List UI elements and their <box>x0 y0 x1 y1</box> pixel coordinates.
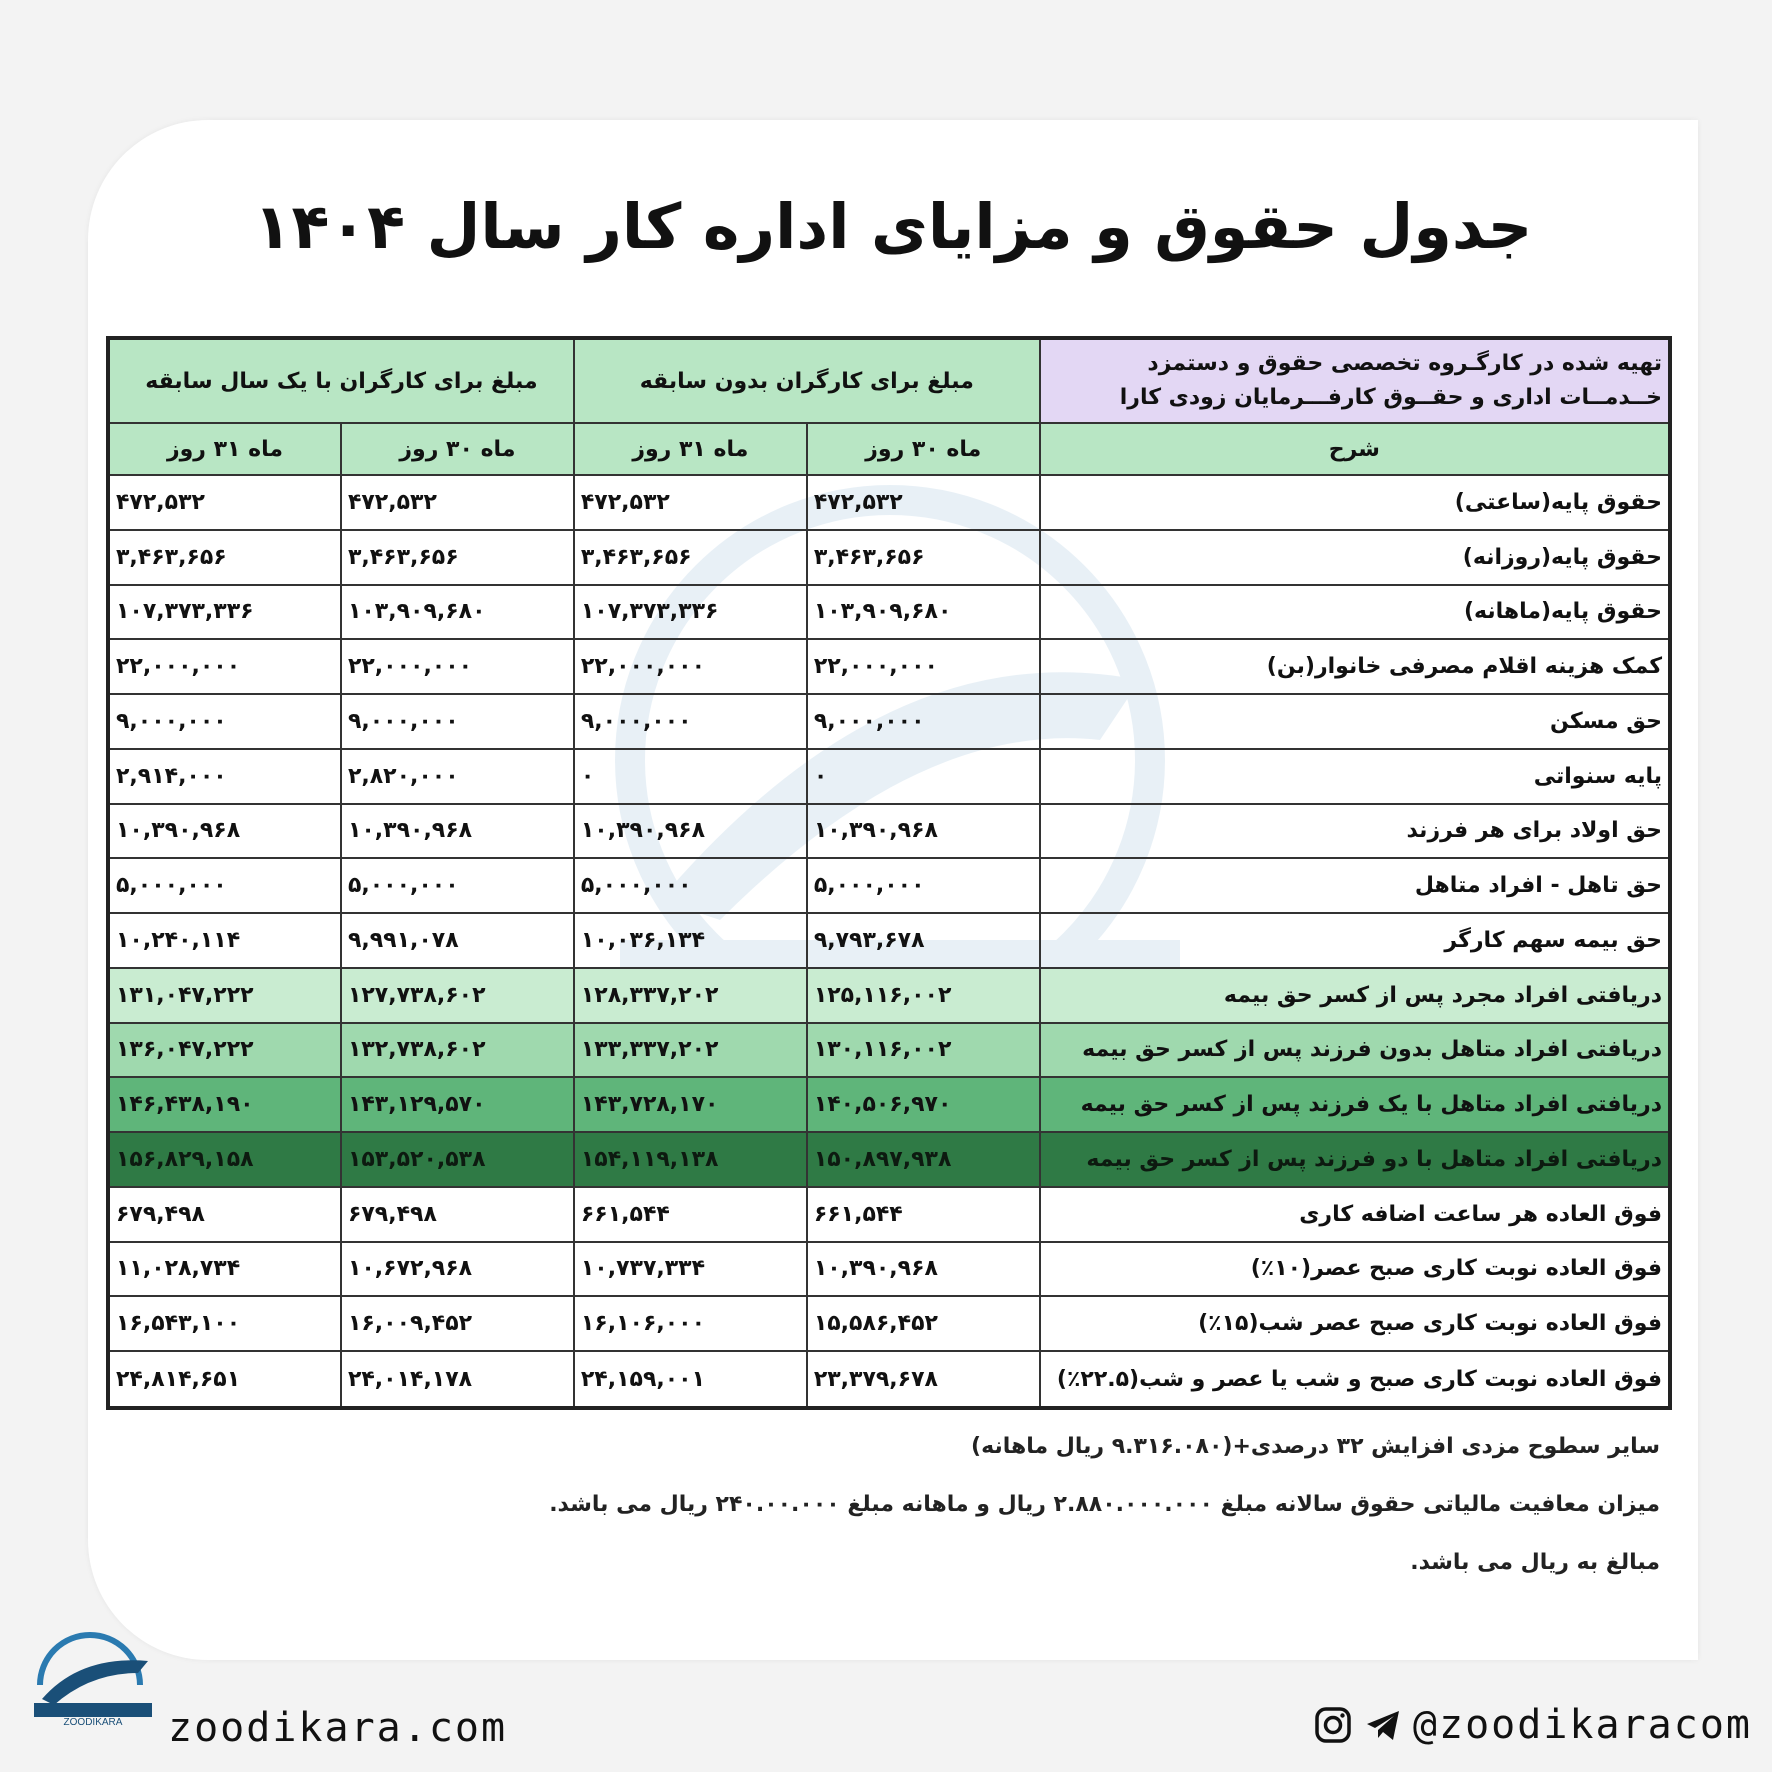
table-row <box>108 1023 1670 1078</box>
table-subheader-row <box>108 423 1670 475</box>
cell-no-exp-31-days: ۱۰,۷۳۷,۳۳۴ <box>574 1242 807 1297</box>
table-row <box>108 694 1670 749</box>
group-header-one-year: مبلغ برای کارگران با یک سال سابقه <box>108 338 574 423</box>
cell-one-year-30-days: ۱۲۷,۷۳۸,۶۰۲ <box>341 968 574 1023</box>
cell-no-exp-30-days: ۱۰,۳۹۰,۹۶۸ <box>807 1242 1040 1297</box>
column-header-a-30-days: ماه ۳۰ روز <box>807 423 1040 475</box>
table-row <box>108 1296 1670 1351</box>
column-header-a-31-days: ماه ۳۱ روز <box>574 423 807 475</box>
cell-one-year-30-days: ۲,۸۲۰,۰۰۰ <box>341 749 574 804</box>
group-header-no-experience: مبلغ برای کارگران بدون سابقه <box>574 338 1040 423</box>
cell-one-year-30-days: ۱۰,۳۹۰,۹۶۸ <box>341 804 574 859</box>
cell-one-year-31-days: ۱۵۶,۸۲۹,۱۵۸ <box>108 1132 341 1187</box>
row-label: دریافتی افراد متاهل با دو فرزند پس از کسر حق بیمه <box>1040 1132 1670 1187</box>
cell-no-exp-30-days: ۳,۴۶۳,۶۵۶ <box>807 530 1040 585</box>
table-row <box>108 1077 1670 1132</box>
row-label: فوق العاده نوبت کاری صبح عصر شب(۱۵٪) <box>1040 1296 1670 1351</box>
row-label: فوق العاده نوبت کاری صبح و شب یا عصر و شب(۲۲.۵٪) <box>1040 1351 1670 1408</box>
cell-no-exp-31-days: ۱۰,۰۳۶,۱۳۴ <box>574 913 807 968</box>
table-row <box>108 913 1670 968</box>
row-label: حقوق پایه(روزانه) <box>1040 530 1670 585</box>
cell-no-exp-30-days: ۶۶۱,۵۴۴ <box>807 1187 1040 1242</box>
cell-no-exp-30-days: ۱۰۳,۹۰۹,۶۸۰ <box>807 585 1040 640</box>
table-row <box>108 585 1670 640</box>
row-label: حق اولاد برای هر فرزند <box>1040 804 1670 859</box>
footer-social <box>1313 1700 1752 1750</box>
row-label: حقوق پایه(ساعتی) <box>1040 475 1670 530</box>
zoodikara-logo <box>20 1615 160 1727</box>
cell-no-exp-31-days: ۹,۰۰۰,۰۰۰ <box>574 694 807 749</box>
cell-no-exp-31-days: ۲۴,۱۵۹,۰۰۱ <box>574 1351 807 1408</box>
cell-no-exp-30-days: ۱۳۰,۱۱۶,۰۰۲ <box>807 1023 1040 1078</box>
cell-no-exp-31-days: ۱۳۳,۳۳۷,۲۰۲ <box>574 1023 807 1078</box>
cell-one-year-31-days: ۶۷۹,۴۹۸ <box>108 1187 341 1242</box>
cell-one-year-30-days: ۹,۹۹۱,۰۷۸ <box>341 913 574 968</box>
cell-no-exp-30-days: ۱۰,۳۹۰,۹۶۸ <box>807 804 1040 859</box>
cell-one-year-30-days: ۲۴,۰۱۴,۱۷۸ <box>341 1351 574 1408</box>
cell-one-year-31-days: ۲۴,۸۱۴,۶۵۱ <box>108 1351 341 1408</box>
cell-one-year-31-days: ۱۰۷,۳۷۳,۳۳۶ <box>108 585 341 640</box>
table-row <box>108 968 1670 1023</box>
cell-one-year-31-days: ۳,۴۶۳,۶۵۶ <box>108 530 341 585</box>
row-label: دریافتی افراد متاهل بدون فرزند پس از کسر حق بیمه <box>1040 1023 1670 1078</box>
column-header-b-31-days: ماه ۳۱ روز <box>108 423 341 475</box>
cell-no-exp-31-days: ۲۲,۰۰۰,۰۰۰ <box>574 639 807 694</box>
cell-one-year-30-days: ۵,۰۰۰,۰۰۰ <box>341 858 574 913</box>
table-row <box>108 1351 1670 1408</box>
cell-no-exp-31-days: ۱۰۷,۳۷۳,۳۳۶ <box>574 585 807 640</box>
source-line-1: تهیه شده در کارگـروه تخصصی حقوق و دستمزد <box>1147 351 1662 376</box>
table-row <box>108 1187 1670 1242</box>
cell-one-year-31-days: ۹,۰۰۰,۰۰۰ <box>108 694 341 749</box>
cell-one-year-31-days: ۵,۰۰۰,۰۰۰ <box>108 858 341 913</box>
table-row <box>108 1242 1670 1297</box>
cell-no-exp-31-days: ۱۶,۱۰۶,۰۰۰ <box>574 1296 807 1351</box>
cell-one-year-30-days: ۱۴۳,۱۲۹,۵۷۰ <box>341 1077 574 1132</box>
cell-one-year-30-days: ۱۰۳,۹۰۹,۶۸۰ <box>341 585 574 640</box>
table-row <box>108 530 1670 585</box>
row-label: حقوق پایه(ماهانه) <box>1040 585 1670 640</box>
table-row <box>108 804 1670 859</box>
cell-one-year-30-days: ۹,۰۰۰,۰۰۰ <box>341 694 574 749</box>
cell-no-exp-31-days: ۱۴۳,۷۲۸,۱۷۰ <box>574 1077 807 1132</box>
logo-subtext: ZOODIKARA <box>63 1717 123 1727</box>
row-label: دریافتی افراد متاهل با یک فرزند پس از کسر حق بیمه <box>1040 1077 1670 1132</box>
notes <box>100 1418 1660 1592</box>
cell-no-exp-31-days: ۶۶۱,۵۴۴ <box>574 1187 807 1242</box>
table-row <box>108 639 1670 694</box>
cell-one-year-31-days: ۱۰,۲۴۰,۱۱۴ <box>108 913 341 968</box>
cell-no-exp-30-days: ۲۳,۳۷۹,۶۷۸ <box>807 1351 1040 1408</box>
cell-one-year-30-days: ۳,۴۶۳,۶۵۶ <box>341 530 574 585</box>
cell-no-exp-31-days: ۱۲۸,۳۳۷,۲۰۲ <box>574 968 807 1023</box>
source-line-2: خــدمــات اداری و حقــوق کارفـــرمایان زودی کارا <box>1119 385 1662 410</box>
cell-one-year-30-days: ۱۰,۶۷۲,۹۶۸ <box>341 1242 574 1297</box>
cell-no-exp-31-days: ۱۰,۳۹۰,۹۶۸ <box>574 804 807 859</box>
row-label: فوق العاده نوبت کاری صبح عصر(۱۰٪) <box>1040 1242 1670 1297</box>
cell-one-year-31-days: ۱۳۶,۰۴۷,۲۲۲ <box>108 1023 341 1078</box>
cell-one-year-31-days: ۱۰,۳۹۰,۹۶۸ <box>108 804 341 859</box>
cell-no-exp-30-days: ۲۲,۰۰۰,۰۰۰ <box>807 639 1040 694</box>
note-tax-exemption: میزان معافیت مالیاتی حقوق سالانه مبلغ ۲.۸۸۰.۰۰۰.۰۰۰ ریال و ماهانه مبلغ ۲۴۰.۰۰.۰۰۰ ریال می باشد. <box>549 1492 1660 1517</box>
cell-no-exp-31-days: ۱۵۴,۱۱۹,۱۳۸ <box>574 1132 807 1187</box>
salary-table <box>106 336 1672 1410</box>
row-label: دریافتی افراد مجرد پس از کسر حق بیمه <box>1040 968 1670 1023</box>
cell-no-exp-30-days: ۹,۷۹۳,۶۷۸ <box>807 913 1040 968</box>
row-label: فوق العاده هر ساعت اضافه کاری <box>1040 1187 1670 1242</box>
row-label: حق مسکن <box>1040 694 1670 749</box>
table-source-header <box>1040 338 1670 423</box>
column-header-b-30-days: ماه ۳۰ روز <box>341 423 574 475</box>
cell-no-exp-30-days: ۵,۰۰۰,۰۰۰ <box>807 858 1040 913</box>
cell-one-year-31-days: ۱۶,۵۴۳,۱۰۰ <box>108 1296 341 1351</box>
cell-no-exp-30-days: ۱۵۰,۸۹۷,۹۳۸ <box>807 1132 1040 1187</box>
cell-no-exp-31-days: ۰ <box>574 749 807 804</box>
column-header-description: شرح <box>1040 423 1670 475</box>
table-row <box>108 1132 1670 1187</box>
instagram-icon[interactable] <box>1313 1705 1353 1745</box>
cell-one-year-30-days: ۶۷۹,۴۹۸ <box>341 1187 574 1242</box>
website-link[interactable]: zoodikara.com <box>168 1705 508 1751</box>
note-currency: مبالغ به ریال می باشد. <box>1410 1550 1660 1575</box>
table-row <box>108 475 1670 530</box>
cell-one-year-31-days: ۲,۹۱۴,۰۰۰ <box>108 749 341 804</box>
cell-no-exp-31-days: ۵,۰۰۰,۰۰۰ <box>574 858 807 913</box>
table-header-row <box>108 338 1670 423</box>
cell-no-exp-30-days: ۱۵,۵۸۶,۴۵۲ <box>807 1296 1040 1351</box>
cell-one-year-30-days: ۱۳۲,۷۳۸,۶۰۲ <box>341 1023 574 1078</box>
table-row <box>108 858 1670 913</box>
footer-brand <box>20 1615 540 1755</box>
cell-one-year-31-days: ۴۷۲,۵۳۲ <box>108 475 341 530</box>
cell-no-exp-30-days: ۱۲۵,۱۱۶,۰۰۲ <box>807 968 1040 1023</box>
row-label: پایه سنواتی <box>1040 749 1670 804</box>
cell-one-year-31-days: ۲۲,۰۰۰,۰۰۰ <box>108 639 341 694</box>
cell-one-year-31-days: ۱۱,۰۲۸,۷۳۴ <box>108 1242 341 1297</box>
cell-no-exp-30-days: ۴۷۲,۵۳۲ <box>807 475 1040 530</box>
row-label: حق تاهل - افراد متاهل <box>1040 858 1670 913</box>
row-label: کمک هزینه اقلام مصرفی خانوار(بن) <box>1040 639 1670 694</box>
cell-no-exp-31-days: ۴۷۲,۵۳۲ <box>574 475 807 530</box>
cell-one-year-30-days: ۴۷۲,۵۳۲ <box>341 475 574 530</box>
cell-no-exp-31-days: ۳,۴۶۳,۶۵۶ <box>574 530 807 585</box>
cell-one-year-30-days: ۲۲,۰۰۰,۰۰۰ <box>341 639 574 694</box>
cell-one-year-31-days: ۱۴۶,۴۳۸,۱۹۰ <box>108 1077 341 1132</box>
cell-one-year-30-days: ۱۵۳,۵۲۰,۵۳۸ <box>341 1132 574 1187</box>
row-label: حق بیمه سهم کارگر <box>1040 913 1670 968</box>
note-wage-increase: سایر سطوح مزدی افزایش ۳۲ درصدی+(۹.۳۱۶.۰۸۰ ریال ماهانه) <box>971 1434 1660 1459</box>
social-handle[interactable]: @zoodikaracom <box>1412 1702 1752 1748</box>
page-title: جدول حقوق و مزایای اداره کار سال ۱۴۰۴ <box>253 190 1533 263</box>
cell-one-year-30-days: ۱۶,۰۰۹,۴۵۲ <box>341 1296 574 1351</box>
telegram-icon[interactable] <box>1363 1705 1403 1745</box>
cell-no-exp-30-days: ۹,۰۰۰,۰۰۰ <box>807 694 1040 749</box>
cell-one-year-31-days: ۱۳۱,۰۴۷,۲۲۲ <box>108 968 341 1023</box>
cell-no-exp-30-days: ۰ <box>807 749 1040 804</box>
cell-no-exp-30-days: ۱۴۰,۵۰۶,۹۷۰ <box>807 1077 1040 1132</box>
table-row <box>108 749 1670 804</box>
